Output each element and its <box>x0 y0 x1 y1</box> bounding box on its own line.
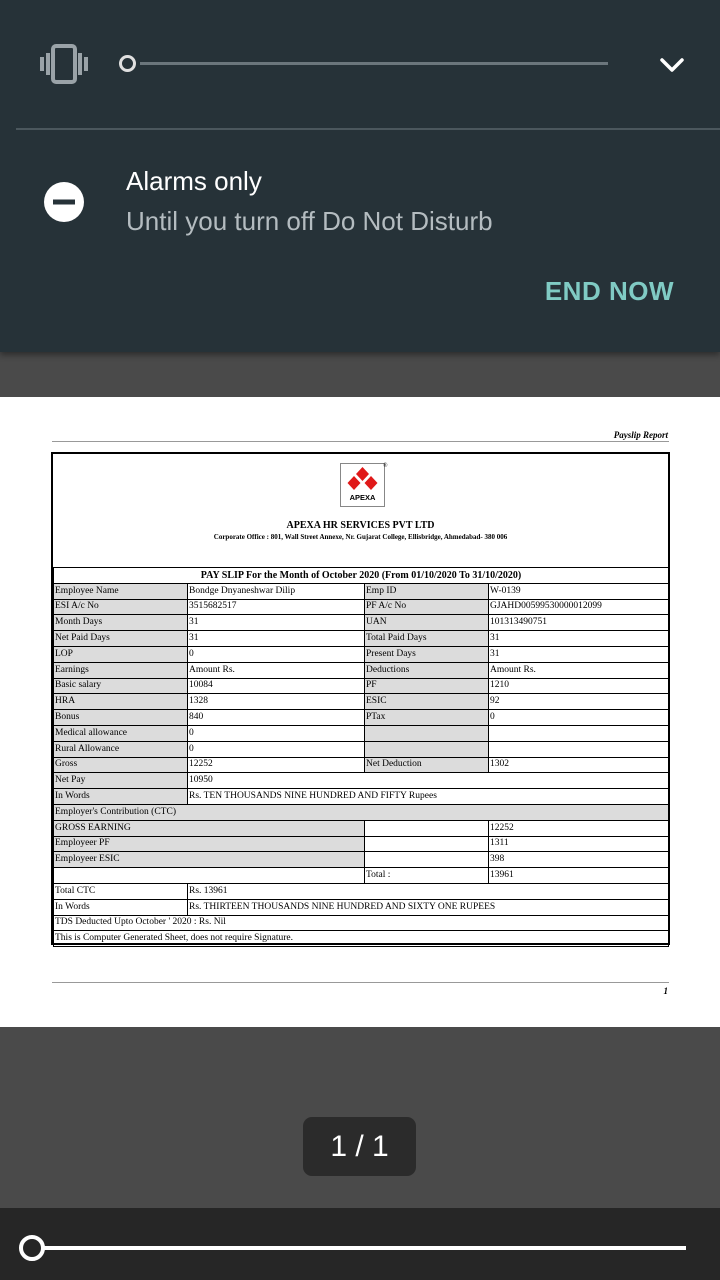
table-row <box>54 852 669 868</box>
table-row <box>54 836 669 852</box>
table-row <box>54 899 669 915</box>
table-cell: In Words <box>54 789 188 805</box>
table-cell: PTax <box>365 710 489 726</box>
table-row <box>54 678 669 694</box>
table-row <box>54 868 669 884</box>
table-cell: Emp ID <box>365 583 489 599</box>
end-now-button[interactable]: END NOW <box>544 276 674 306</box>
table-row <box>54 615 669 631</box>
logo-text: APEXA <box>349 493 376 502</box>
table-cell: Earnings <box>54 662 188 678</box>
table-cell <box>365 852 489 868</box>
table-cell: Medical allowance <box>54 725 188 741</box>
page-scrubber-bar <box>0 1208 720 1280</box>
table-cell: 3515682517 <box>188 599 365 615</box>
table-cell: 92 <box>489 694 669 710</box>
table-cell: ESI A/c No <box>54 599 188 615</box>
table-cell: Gross <box>54 757 188 773</box>
table-cell: 12252 <box>489 820 669 836</box>
table-cell <box>365 820 489 836</box>
table-cell: 13961 <box>489 868 669 884</box>
payslip-box <box>51 452 670 945</box>
table-cell: TDS Deducted Upto October ' 2020 : Rs. Nil <box>54 915 669 931</box>
table-cell: 31 <box>188 615 365 631</box>
table-cell: Amount Rs. <box>489 662 669 678</box>
table-cell: 0 <box>188 725 365 741</box>
table-cell: PF A/c No <box>365 599 489 615</box>
dnd-mode-subtitle: Until you turn off Do Not Disturb <box>126 206 493 236</box>
footer-rule <box>52 982 669 983</box>
header-rule <box>52 441 669 442</box>
table-cell: Rs. TEN THOUSANDS NINE HUNDRED AND FIFTY Rupees <box>188 789 669 805</box>
table-cell: 398 <box>489 852 669 868</box>
table-row <box>54 757 669 773</box>
table-cell: 1328 <box>188 694 365 710</box>
payslip-heading: PAY SLIP For the Month of October 2020 (From 01/10/2020 To 31/10/2020) <box>54 568 669 584</box>
table-cell: Total CTC <box>54 883 188 899</box>
payslip-table <box>53 567 669 947</box>
table-cell: 0 <box>489 710 669 726</box>
panel-divider <box>16 128 720 130</box>
table-row <box>54 646 669 662</box>
table-cell: Employee Name <box>54 583 188 599</box>
table-cell: Present Days <box>365 646 489 662</box>
table-cell: 12252 <box>188 757 365 773</box>
table-cell: 31 <box>489 646 669 662</box>
table-cell: 10084 <box>188 678 365 694</box>
table-cell: Net Deduction <box>365 757 489 773</box>
table-cell: W-0139 <box>489 583 669 599</box>
table-cell: Employeer ESIC <box>54 852 365 868</box>
table-row <box>54 931 669 947</box>
table-row <box>54 725 669 741</box>
table-cell: Month Days <box>54 615 188 631</box>
page-scrubber-track[interactable] <box>40 1246 686 1250</box>
table-cell <box>365 741 489 757</box>
company-address: Corporate Office : 801, Wall Street Annexe, Nr. Gujarat College, Ellisbridge, Ahmedabad- 380 006 <box>213 533 508 541</box>
table-cell <box>489 741 669 757</box>
ringer-volume-thumb[interactable] <box>119 55 136 72</box>
table-cell: Employer's Contribution (CTC) <box>54 804 669 820</box>
table-cell: Total Paid Days <box>365 631 489 647</box>
table-cell: Bonus <box>54 710 188 726</box>
table-row <box>54 568 669 584</box>
report-label: Payslip Report <box>613 430 668 440</box>
table-row <box>54 710 669 726</box>
table-cell: Net Pay <box>54 773 188 789</box>
table-cell <box>54 868 365 884</box>
table-cell: LOP <box>54 646 188 662</box>
page-indicator: 1 / 1 <box>303 1117 416 1176</box>
table-cell: Rs. THIRTEEN THOUSANDS NINE HUNDRED AND SIXTY ONE RUPEES <box>188 899 669 915</box>
do-not-disturb-panel <box>0 0 720 352</box>
table-row <box>54 662 669 678</box>
table-row <box>54 915 669 931</box>
company-name: APEXA HR SERVICES PVT LTD <box>286 520 435 531</box>
table-cell: PF <box>365 678 489 694</box>
table-cell: Employeer PF <box>54 836 365 852</box>
table-cell: This is Computer Generated Sheet, does not require Signature. <box>54 931 669 947</box>
page-number: 1 <box>663 986 668 996</box>
table-cell: UAN <box>365 615 489 631</box>
table-cell: 10950 <box>188 773 669 789</box>
table-cell: In Words <box>54 899 188 915</box>
document-page <box>0 397 720 1027</box>
chevron-down-icon[interactable] <box>656 50 688 80</box>
page-scrubber-thumb[interactable] <box>19 1235 45 1261</box>
table-cell <box>365 725 489 741</box>
table-cell: Rural Allowance <box>54 741 188 757</box>
table-cell: HRA <box>54 694 188 710</box>
table-row <box>54 883 669 899</box>
registered-mark: ® <box>383 463 388 469</box>
vibrate-icon[interactable] <box>38 44 90 84</box>
table-cell: Rs. 13961 <box>188 883 669 899</box>
table-row <box>54 773 669 789</box>
table-cell: 0 <box>188 741 365 757</box>
table-cell: 1311 <box>489 836 669 852</box>
dnd-mode-title: Alarms only <box>126 166 262 196</box>
table-cell: 1302 <box>489 757 669 773</box>
ringer-volume-slider[interactable] <box>140 62 608 65</box>
table-row <box>54 741 669 757</box>
table-row <box>54 583 669 599</box>
do-not-disturb-icon <box>44 182 84 222</box>
table-cell: Deductions <box>365 662 489 678</box>
table-cell: 0 <box>188 646 365 662</box>
table-cell: Bondge Dnyaneshwar Dilip <box>188 583 365 599</box>
table-row <box>54 631 669 647</box>
table-cell: 1210 <box>489 678 669 694</box>
table-cell: GJAHD00599530000012099 <box>489 599 669 615</box>
table-cell <box>365 836 489 852</box>
table-row <box>54 820 669 836</box>
apexa-logo <box>340 463 385 507</box>
table-row <box>54 789 669 805</box>
table-cell: 31 <box>188 631 365 647</box>
table-cell: 840 <box>188 710 365 726</box>
table-cell <box>489 725 669 741</box>
table-row <box>54 599 669 615</box>
table-row <box>54 804 669 820</box>
table-row <box>54 694 669 710</box>
table-cell: Amount Rs. <box>188 662 365 678</box>
table-cell: Total : <box>365 868 489 884</box>
table-cell: GROSS EARNING <box>54 820 365 836</box>
table-cell: Net Paid Days <box>54 631 188 647</box>
table-cell: 101313490751 <box>489 615 669 631</box>
table-cell: Basic salary <box>54 678 188 694</box>
table-cell: ESIC <box>365 694 489 710</box>
table-cell: 31 <box>489 631 669 647</box>
